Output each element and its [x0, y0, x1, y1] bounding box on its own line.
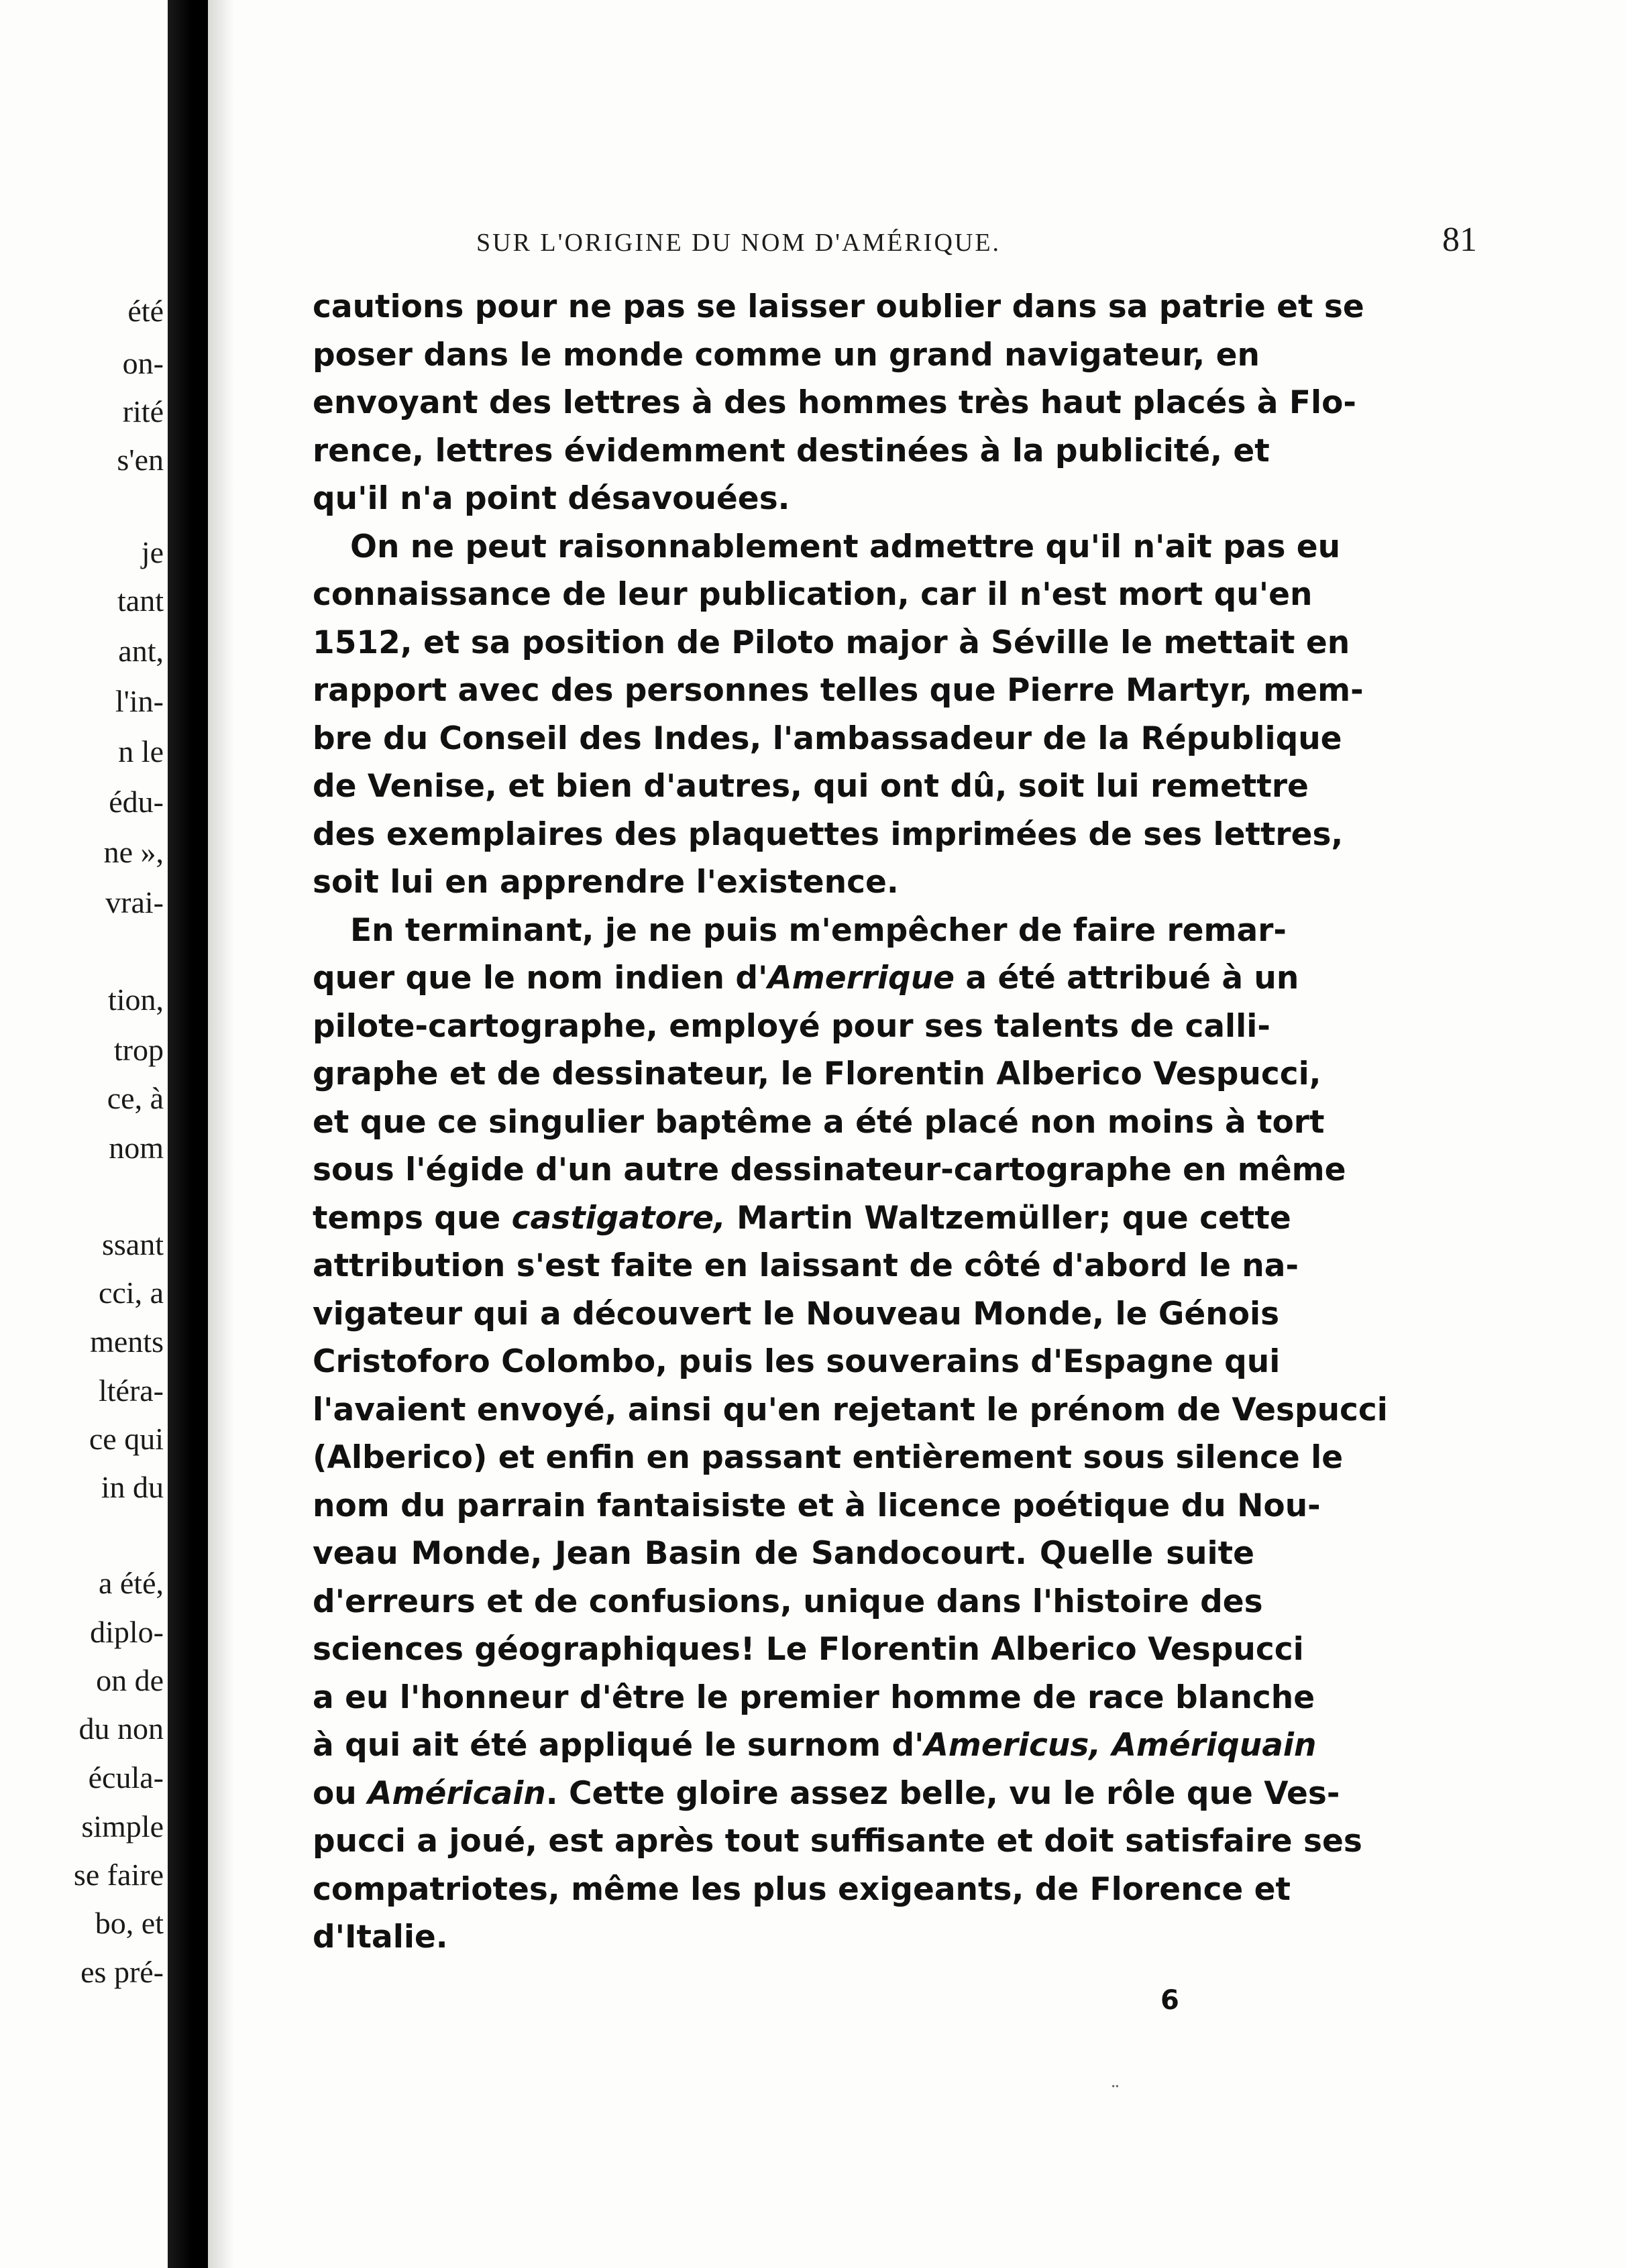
text-run: ou — [313, 1774, 368, 1812]
text-line: graphe et de dessinateur, le Florentin Alberico Vespucci, — [313, 1056, 1321, 1092]
left-page-text: ltéra- — [98, 1373, 164, 1408]
previous-page-fragment — [0, 0, 168, 2268]
text-line: vigateur qui a découvert le Nouveau Monde, le Génois — [313, 1295, 1280, 1333]
left-page-text: tion, — [107, 982, 164, 1017]
text-line: cautions pour ne pas se laisser oublier dans sa patrie et se — [313, 288, 1364, 325]
text-line: l'avaient envoyé, ainsi qu'en rejetant le prénom de Vespucci — [313, 1391, 1388, 1428]
text-line: a eu l'honneur d'être le premier homme de race blanche — [313, 1679, 1315, 1716]
italic-term: Americus, Amériquain — [924, 1727, 1317, 1764]
left-page-text: ce, à — [107, 1081, 164, 1115]
text-line: attribution s'est faite en laissant de côté d'abord le na- — [313, 1247, 1299, 1284]
left-page-text: on de — [96, 1663, 164, 1697]
left-page-text: es pré- — [80, 1955, 164, 1989]
left-page-text: a été, — [98, 1566, 164, 1600]
text-run: à qui ait été appliqué le surnom d' — [313, 1727, 924, 1764]
text-run: . Cette gloire assez belle, vu le rôle que Ves- — [545, 1774, 1340, 1812]
left-page-text: écula- — [88, 1760, 164, 1795]
text-line: soit lui en apprendre l'existence. — [313, 864, 899, 901]
text-line: rence, lettres évidemment destinées à la publicité, et — [313, 432, 1270, 469]
left-page-text: édu- — [109, 785, 164, 819]
text-run: quer que le nom indien d' — [313, 960, 768, 997]
text-run: Martin Waltzemüller; que cette — [725, 1199, 1291, 1237]
text-line: nom du parrain fantaisiste et à licence poétique du Nou- — [313, 1487, 1321, 1524]
left-page-text: ce qui — [89, 1422, 164, 1456]
left-page-text: se faire — [73, 1858, 164, 1892]
text-line: connaissance de leur publication, car il n'est mort qu'en — [313, 576, 1313, 613]
left-page-text: in du — [101, 1470, 164, 1504]
page-number: 81 — [1442, 221, 1477, 259]
left-page-text: rité — [122, 394, 164, 429]
left-page-text: bo, et — [95, 1906, 164, 1940]
text-line: d'erreurs et de confusions, unique dans l'histoire des — [313, 1583, 1263, 1620]
left-page-text: on- — [122, 346, 164, 380]
left-page-text: l'in- — [115, 684, 164, 718]
left-page-text: vrai- — [105, 885, 164, 919]
text-line: pilote-cartographe, employé pour ses talents de calli- — [313, 1007, 1270, 1045]
italic-term: castigatore, — [511, 1199, 726, 1237]
left-page-text: nom — [109, 1131, 164, 1165]
text-line: rapport avec des personnes telles que Pierre Martyr, mem- — [313, 672, 1364, 709]
left-page-text: ne », — [103, 835, 164, 869]
text-line: veau Monde, Jean Basin de Sandocourt. Quelle suite — [313, 1535, 1254, 1572]
left-page-text: ant, — [118, 634, 164, 668]
italic-term: Amerrique — [767, 960, 955, 997]
text-line: En terminant, je ne puis m'empêcher de faire remar- — [350, 911, 1287, 949]
running-title: SUR L'ORIGINE DU NOM D'AMÉRIQUE. — [476, 229, 1001, 257]
text-line: de Venise, et bien d'autres, qui ont dû, soit lui remettre — [313, 768, 1309, 805]
text-line: 1512, et sa position de Piloto major à Séville le mettait en — [313, 624, 1350, 661]
left-page-text: diplo- — [90, 1615, 164, 1649]
left-page-text: s'en — [117, 443, 164, 477]
text-run: temps que — [313, 1199, 512, 1237]
text-run: a été attribué à un — [955, 960, 1299, 997]
italic-term: Américain — [368, 1774, 546, 1812]
book-gutter — [168, 0, 208, 2268]
page-edge-shadow — [208, 0, 235, 2268]
text-line: pucci a joué, est après tout suffisante et doit satisfaire ses — [313, 1823, 1362, 1860]
text-line — [313, 954, 1299, 1003]
text-line: compatriotes, même les plus exigeants, de Florence et — [313, 1870, 1291, 1908]
left-page-text: du non — [78, 1711, 164, 1746]
left-page-text: ssant — [102, 1227, 164, 1261]
text-line: Cristoforo Colombo, puis les souverains d'Espagne qui — [313, 1343, 1281, 1380]
left-page-text: été — [127, 294, 164, 328]
text-line: sous l'égide d'un autre dessinateur-cartographe en même — [313, 1151, 1346, 1188]
text-line: des exemplaires des plaquettes imprimées de ses lettres, — [313, 815, 1344, 853]
text-line: et que ce singulier baptême a été placé non moins à tort — [313, 1103, 1325, 1141]
text-line — [313, 1770, 1340, 1818]
body-text — [313, 283, 1388, 1962]
left-page-text: tant — [117, 583, 164, 618]
running-header — [476, 221, 1482, 268]
text-line: poser dans le monde comme un grand navigateur, en — [313, 336, 1260, 374]
text-line: sciences géographiques! Le Florentin Alberico Vespucci — [313, 1631, 1304, 1668]
left-page-text: simple — [81, 1809, 164, 1844]
text-line: bre du Conseil des Indes, l'ambassadeur de la République — [313, 720, 1342, 757]
left-page-text: n le — [118, 734, 164, 769]
text-line: qu'il n'a point désavouées. — [313, 480, 790, 517]
text-line: d'Italie. — [313, 1919, 448, 1955]
left-page-text: trop — [113, 1033, 164, 1067]
left-page-text: ments — [90, 1324, 164, 1359]
signature-mark: 6 — [1160, 1985, 1179, 2016]
text-line: (Alberico) et enfin en passant entièrement sous silence le — [313, 1439, 1344, 1476]
left-page-text: cci, a — [98, 1275, 164, 1310]
text-line — [313, 1194, 1291, 1243]
left-page-text: je — [141, 535, 164, 569]
text-line — [313, 1721, 1317, 1770]
text-line: envoyant des lettres à des hommes très haut placés à Flo- — [313, 384, 1356, 421]
scan-specks: ¨ — [1110, 2082, 1120, 2106]
text-line: On ne peut raisonnablement admettre qu'il n'ait pas eu — [350, 528, 1341, 565]
